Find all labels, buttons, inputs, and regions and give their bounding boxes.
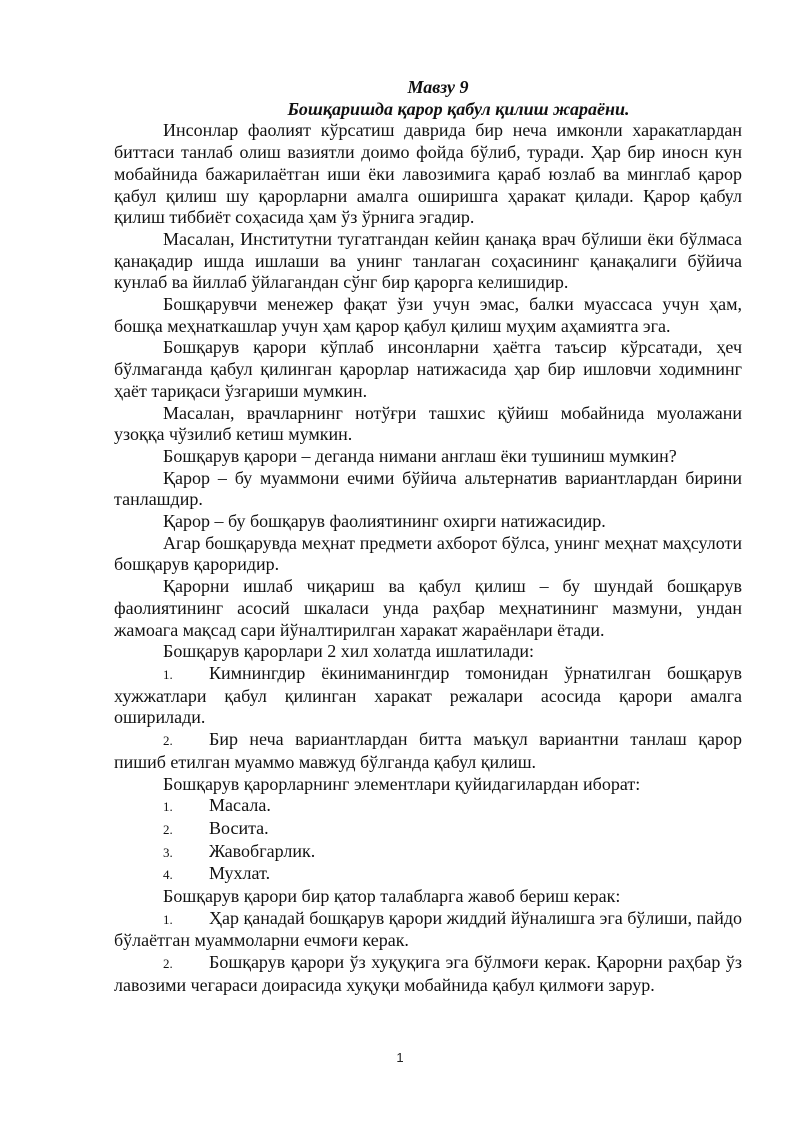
page-title: Бошқаришда қарор қабул қилиш жараёни. — [287, 98, 630, 119]
paragraph: Масалан, Институтни тугатгандан кейин қанақа врач бўлиши ёки бўлмаса қанақадир ишда ишлаши ва унинг танлаган соҳасининг қанақалиги бўйича кунлаб ва йиллаб ўйлагандан сўнг бир қарорга келишидир. — [114, 228, 742, 293]
paragraph: Бошқарув қарори кўплаб инсонларни ҳаётга таъсир кўрсатади, ҳеч бўлмаганда қабул қилинган қарорлар натижасида ҳар бир ишловчи ходимнинг ҳаёт тариқаси ўзгариши мумкин. — [114, 337, 742, 401]
requirements-list-item — [114, 952, 742, 996]
list-item-text: Бошқарув қарори ўз хуқуқига эга бўлмоғи керак. Қарорни раҳбар ўз лавозими чегараси доирасида хуқуқи мобайнида қабул қилмоғи зарур. — [114, 952, 742, 995]
list-item-text: Мухлат. — [209, 863, 271, 884]
paragraph: Бошқарувчи менежер фақат ўзи учун эмас, балки муассаса учун ҳам, бошқа меҳнаткашлар учун ҳам қарор қабул қилиш муҳим аҳамиятга эга. — [114, 294, 742, 336]
list-number: 1. — [163, 799, 173, 815]
list-number: 2. — [163, 956, 173, 972]
paragraph: Бошқарув қарори – деганда нимани англаш ёки тушиниш мумкин? — [163, 445, 677, 466]
list-item-text: Кимнингдир ёкиниманингдир томонидан ўрнатилган бошқарув хужжатлари қабул қилинган харакат режалари асосида қарори амалга оширилади. — [114, 662, 742, 728]
elements-list-item — [114, 863, 742, 886]
list-item-text: Масала. — [209, 795, 271, 816]
list-item-text: Восита. — [209, 817, 269, 838]
paragraph: Қарор – бу муаммони ечими бўйича альтернатив вариантлардан бирини танлашдир. — [114, 467, 742, 510]
requirements-list-item — [114, 908, 742, 952]
elements-intro: Бошқарув қарорларнинг элементлари қуйидагилардан иборат: — [163, 773, 641, 794]
list-number: 3. — [163, 844, 173, 860]
list-item-text: Жавобгарлик. — [209, 840, 316, 861]
elements-list-item — [114, 841, 742, 864]
paragraph: Инсонлар фаолият кўрсатиш даврида бир неча имконли харакатлардан биттаси танлаб олиш вазиятли доимо фойда бўлиб, туради. Ҳар бир иносн кун мобайнида бажарилаётган иши ёки лавозимига қараб юзлаб ва минглаб қарор қабул қилиш шу қарорларни амалга оширишга ҳаракат қилади. Қарор қабул қилиш тиббиёт соҳасида ҳам ўз ўрнига эгадир. — [114, 120, 742, 228]
requirements-intro: Бошқарув қарори бир қатор талабларга жавоб бериш керак: — [163, 886, 621, 907]
list-number: 1. — [163, 911, 173, 927]
paragraph: Масалан, врачларнинг нотўғри ташхис қўйиш мобайнида муолажани узоққа чўзилиб кетиш мумкин. — [114, 402, 742, 445]
page-number: 1 — [396, 1050, 404, 1065]
list-item-text: Бир неча вариантлардан битта маъқул вариантни танлаш қарор пишиб етилган муаммо мавжуд бўлганда қабул қилиш. — [114, 729, 742, 772]
paragraph: Агар бошқарувда меҳнат предмети ахборот бўлса, унинг меҳнат маҳсулоти бошқарув қароридир. — [114, 532, 742, 575]
usage-list-item — [114, 663, 742, 729]
usage-list-item — [114, 729, 742, 773]
elements-list-item — [114, 795, 742, 818]
list-item-text: Ҳар қанадай бошқарув қарори жиддий йўналишга эга бўлиши, пайдо бўлаётган муаммоларни ечмоғи керак. — [114, 907, 742, 951]
list-number: 2. — [163, 733, 173, 749]
topic-heading: Мавзу 9 — [407, 77, 469, 97]
list-number: 1. — [163, 666, 173, 682]
paragraph: Бошқарув қарорлари 2 хил холатда ишлатилади: — [163, 641, 535, 662]
elements-list-item — [114, 818, 742, 841]
paragraph: Қарорни ишлаб чиқариш ва қабул қилиш – бу шундай бошқарув фаолиятининг асосий шкаласи унда раҳбар меҳнатининг мазмуни, ундан жамоага мақсад сари йўналтирилган харакат жараёнлари ётади. — [114, 576, 742, 640]
list-number: 2. — [163, 821, 173, 837]
list-number: 4. — [163, 867, 173, 883]
document-body — [114, 77, 742, 997]
paragraph: Қарор – бу бошқарув фаолиятининг охирги натижасидир. — [163, 511, 606, 532]
